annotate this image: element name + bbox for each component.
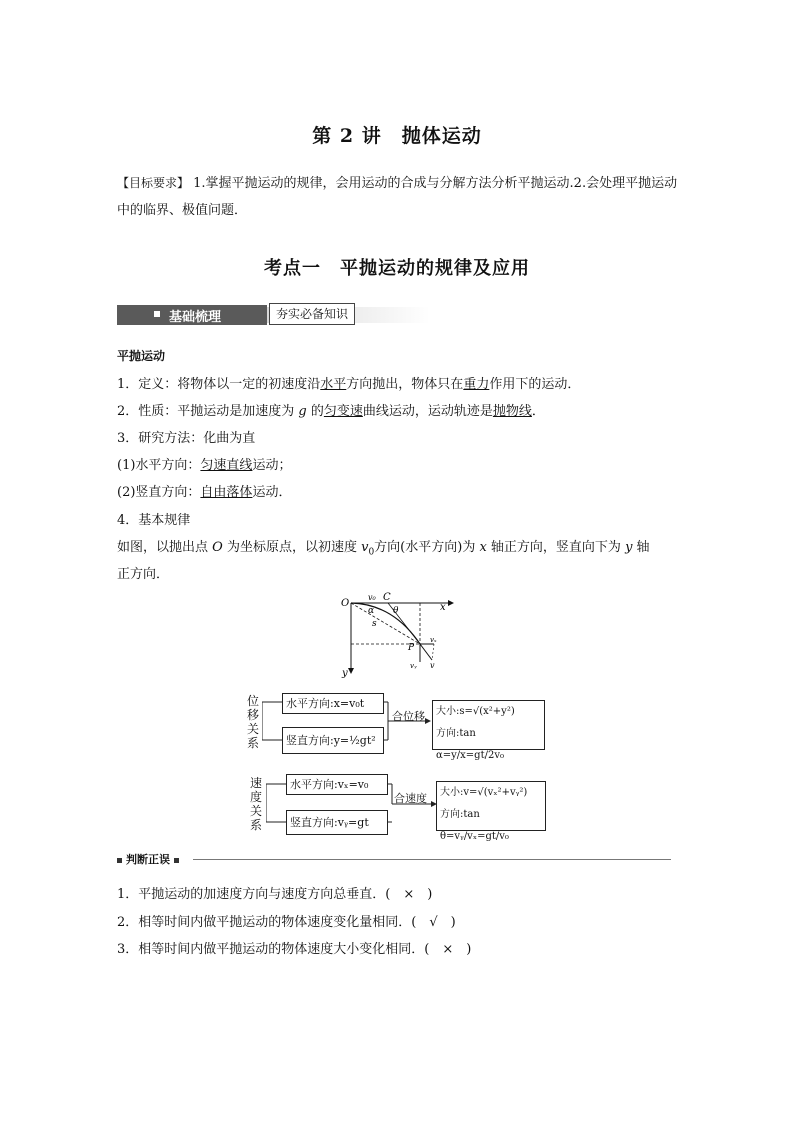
disp-direction: 方向:tan α=y/x=gt/2v₀	[436, 728, 504, 761]
disp-horizontal-box: 水平方向:x=v₀t	[282, 693, 384, 714]
vel-result-box	[436, 781, 546, 842]
label-char: 系	[250, 818, 263, 832]
vel-magnitude: 大小:v=√(vₓ²+vᵧ²)	[440, 787, 528, 798]
judge-mark: ( √ )	[411, 915, 456, 930]
judge-mark: ( × )	[385, 887, 433, 902]
label-v: v	[430, 661, 435, 670]
label-O: O	[341, 598, 350, 609]
vel-direction: 方向:tan θ=vᵧ/vₓ=gt/v₀	[440, 809, 509, 842]
text: 如图，以抛出点	[117, 540, 213, 555]
property-line	[117, 400, 545, 419]
label-y: y	[342, 668, 348, 679]
parallelogram-edge	[432, 644, 434, 660]
page-title: 第 2 讲 抛体运动	[312, 125, 482, 147]
method-line: 3．研究方法：化曲为直	[117, 431, 256, 446]
goal-text: 1.掌握平抛运动的规律，会用运动的合成与分解方法分析平抛运动.2.会处理平抛运动中的临界、极值问题．	[117, 176, 678, 218]
text: 运动．	[252, 485, 292, 500]
section-title: 考点一 平抛运动的规律及应用	[264, 258, 530, 279]
rules-heading-line: 4．基本规律	[117, 513, 191, 528]
coordinate-line	[117, 536, 650, 558]
disp-combine-label: 合位移	[392, 710, 425, 723]
label-alpha: α	[368, 606, 375, 616]
y-axis-arrow-icon	[348, 668, 354, 674]
section-banner	[117, 302, 430, 328]
label-C: C	[383, 592, 391, 603]
blank-answer: 抛物线	[492, 404, 532, 419]
definition-line	[117, 373, 580, 392]
symbol: g	[298, 404, 307, 419]
blank-answer: 匀变速	[323, 404, 363, 419]
judge-statement: 2．相等时间内做平抛运动的物体速度变化量相同．	[117, 915, 412, 930]
square-bullet-icon	[174, 858, 179, 863]
banner-right-label: 夯实必备知识	[269, 303, 355, 325]
text: 运动；	[252, 458, 292, 473]
text: 2．性质：平抛运动是加速度为	[117, 404, 299, 419]
vel-combine-label: 合速度	[394, 792, 427, 805]
label-char: 位	[247, 694, 260, 708]
text: (2)竖直方向：	[117, 485, 201, 500]
judge-mark: ( × )	[424, 942, 472, 957]
goal-paragraph	[117, 170, 682, 224]
label-v0: v₀	[368, 593, 376, 602]
text: 作用下的运动．	[489, 377, 581, 392]
horizontal-line	[117, 454, 291, 473]
label-vy: vᵧ	[410, 662, 417, 670]
coordinate-line-cont: 正方向．	[117, 567, 170, 582]
label-char: 关	[250, 804, 263, 818]
vertical-line	[117, 481, 291, 500]
blank-answer: 自由落体	[200, 485, 253, 500]
vel-horizontal-box: 水平方向:vₓ=v₀	[286, 774, 388, 795]
symbol: y	[625, 540, 633, 555]
symbol: v	[361, 540, 369, 555]
square-bullet-icon	[154, 311, 160, 317]
text: 的	[306, 404, 324, 419]
text: ．	[531, 404, 545, 419]
disp-magnitude: 大小:s=√(x²+y²)	[436, 706, 515, 717]
label-char: 关	[247, 722, 260, 736]
judge-item	[117, 938, 471, 957]
label-s: s	[372, 619, 377, 629]
text: (1)水平方向：	[117, 458, 201, 473]
disp-result-box	[432, 700, 545, 761]
judge-statement: 3．相等时间内做平抛运动的物体速度大小变化相同．	[117, 942, 425, 957]
blank-answer: 水平	[320, 377, 347, 392]
judge-item	[117, 883, 432, 902]
judge-statement: 1．平抛运动的加速度方向与速度方向总垂直．	[117, 887, 386, 902]
text: 轴	[632, 540, 650, 555]
subscript: 0	[368, 547, 375, 558]
judge-item	[117, 911, 456, 930]
vel-vertical-box: 竖直方向:vᵧ=gt	[286, 810, 388, 835]
text: 轴正方向，竖直向下为	[486, 540, 626, 555]
text: 1．定义：将物体以一定的初速度沿	[117, 377, 321, 392]
judge-heading: 判断正误	[126, 853, 170, 866]
label-char: 度	[250, 790, 263, 804]
label-theta: θ	[393, 606, 399, 616]
label-vx: vₓ	[430, 636, 437, 644]
goal-tag: 【目标要求】	[117, 176, 190, 190]
banner-left-label: 基础梳理	[169, 310, 222, 325]
displacement-line	[351, 603, 420, 644]
content-heading: 平抛运动	[117, 349, 166, 363]
label-P: P	[408, 643, 415, 653]
text: 方向抛出，物体只在	[346, 377, 464, 392]
trajectory-diagram	[338, 588, 458, 680]
displacement-relation-label	[247, 694, 263, 750]
blank-answer: 重力	[463, 377, 490, 392]
text: 为坐标原点，以初速度	[222, 540, 362, 555]
text: 曲线运动，运动轨迹是	[362, 404, 493, 419]
symbol: O	[212, 540, 223, 555]
judge-header	[117, 851, 672, 867]
velocity-relation-label	[250, 776, 266, 832]
label-x: x	[440, 602, 446, 613]
judge-rule	[193, 859, 671, 860]
symbol: x	[479, 540, 487, 555]
x-axis-arrow-icon	[448, 600, 454, 606]
label-char: 移	[247, 708, 260, 722]
text: 方向(水平方向)为	[374, 540, 480, 555]
square-bullet-icon	[117, 858, 122, 863]
v-arrow	[420, 644, 432, 660]
blank-answer: 匀速直线	[200, 458, 253, 473]
label-char: 系	[247, 736, 260, 750]
disp-vertical-box: 竖直方向:y=½gt²	[282, 727, 384, 754]
label-char: 速	[250, 776, 263, 790]
